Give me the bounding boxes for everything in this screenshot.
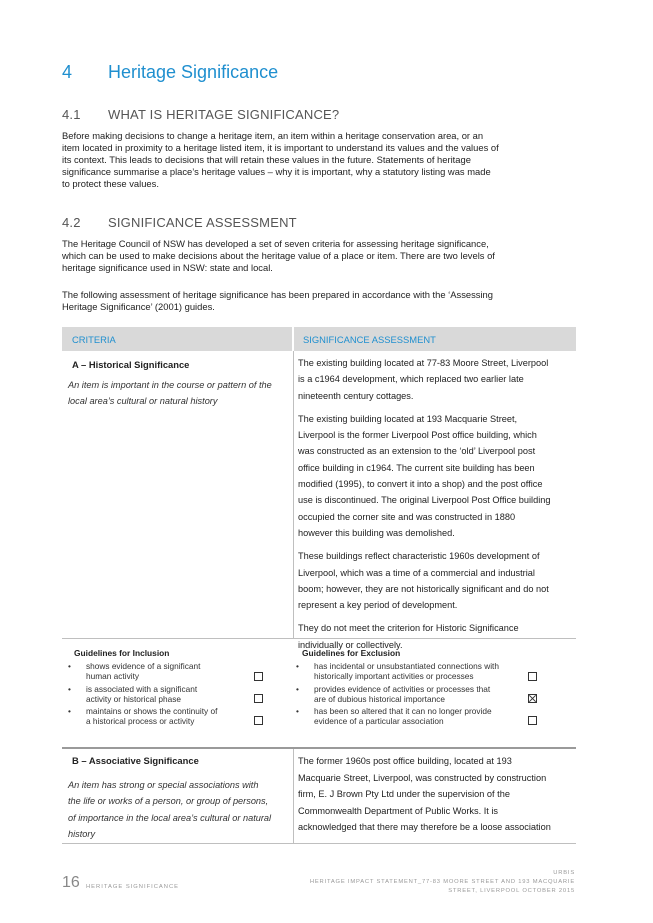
bullet: • <box>68 706 71 716</box>
line: human activity <box>86 671 140 681</box>
line: boom; however, they are not historically significant and do not <box>298 583 549 594</box>
section-number: 4.2 <box>62 215 81 230</box>
paragraph-line: its context. This leads to decisions that will retain these values in the future. Statements of heritage <box>62 154 471 165</box>
exclusion-item-text <box>314 684 490 704</box>
line: The existing building located at 77-83 Moore Street, Liverpool <box>298 358 549 368</box>
line: has been so altered that it can no longer provide <box>314 706 492 716</box>
line: a historical process or activity <box>86 716 195 726</box>
line: firm, E. J Brown Pty Ltd under the supervision of the <box>298 789 510 799</box>
line: shows evidence of a significant <box>86 661 201 671</box>
line: Commonwealth Department of Public Works. It is <box>298 805 498 816</box>
criterion-a-description <box>68 377 272 409</box>
exclusion-checkbox-checked[interactable] <box>528 694 537 703</box>
line: is a c1964 development, which replaced two earlier late <box>298 374 524 385</box>
chapter-title: Heritage Significance <box>108 62 279 82</box>
line: The former 1960s post office building, located at 193 <box>298 756 512 766</box>
description-line: local area’s cultural or natural history <box>68 396 218 406</box>
line: is associated with a significant <box>86 684 198 694</box>
column-divider <box>293 351 294 638</box>
inclusion-checkbox[interactable] <box>254 672 263 681</box>
footer-document-title: HERITAGE IMPACT STATEMENT_77-83 MOORE STREET AND 193 MACQUARIE <box>309 879 575 885</box>
line: historically important activities or processes <box>314 671 474 681</box>
criterion-a-assessment <box>298 355 573 660</box>
inclusion-item-text <box>86 706 217 726</box>
paragraph-line: significance summarise a place’s heritage values – why it is important, why a statutory listing was made <box>62 166 491 177</box>
inclusion-checkbox[interactable] <box>254 716 263 725</box>
header-significance-assessment: SIGNIFICANCE ASSESSMENT <box>303 334 436 345</box>
line: office building in c1964. The current site building has been <box>298 462 535 473</box>
line: Liverpool is the former Liverpool Post office building, which <box>298 430 537 441</box>
header-divider <box>292 327 294 351</box>
line: acknowledged that there may therefore be a loose association <box>298 822 551 832</box>
assessment-paragraph <box>298 411 573 541</box>
chapter-number: 4 <box>62 62 73 82</box>
section-title: SIGNIFICANCE ASSESSMENT <box>108 215 297 230</box>
exclusion-item-text <box>314 706 492 726</box>
footer-company: URBIS <box>553 870 575 876</box>
criterion-b-title: B – Associative Significance <box>72 755 199 766</box>
exclusion-item-text <box>314 661 499 681</box>
page-number: 16 <box>62 874 80 891</box>
header-criteria: CRITERIA <box>72 334 116 345</box>
bullet: • <box>296 706 299 716</box>
inclusion-checkbox[interactable] <box>254 694 263 703</box>
line: Macquarie Street, Liverpool, was constructed by construction <box>298 772 547 783</box>
inclusion-item-text <box>86 661 200 681</box>
exclusion-title: Guidelines for Exclusion <box>302 648 401 658</box>
line: however this building was demolished. <box>298 527 455 538</box>
exclusion-checkbox[interactable] <box>528 716 537 725</box>
paragraph-line: item located in proximity to a heritage listed item, it is important to understand its values and the values of <box>62 142 499 153</box>
line: use is discontinued. The original Liverpool Post Office building <box>298 495 551 506</box>
line: has incidental or unsubstantiated connections with <box>314 661 499 671</box>
line: These buildings reflect characteristic 1960s development of <box>298 551 540 562</box>
description-line: of importance in the local area’s cultural or natural <box>68 812 272 823</box>
line: provides evidence of activities or processes that <box>314 684 491 694</box>
section-4-2-paragraph <box>62 238 582 274</box>
paragraph-line: Heritage Significance’ (2001) guides. <box>62 301 215 312</box>
criterion-a-title: A – Historical Significance <box>72 359 190 370</box>
inclusion-item-text <box>86 684 197 704</box>
line: Liverpool, which was a time of a commercial and industrial <box>298 567 535 578</box>
line: maintains or shows the continuity of <box>86 706 218 716</box>
paragraph-line: which can be used to make decisions about the heritage value of a place or item. There are two levels of <box>62 250 495 261</box>
bullet: • <box>68 661 71 671</box>
paragraph-line: to protect these values. <box>62 178 159 189</box>
line: They do not meet the criterion for Historic Significance <box>298 623 519 634</box>
line: activity or historical phase <box>86 694 181 704</box>
section-title: WHAT IS HERITAGE SIGNIFICANCE? <box>108 107 340 122</box>
assessment-paragraph <box>298 355 573 404</box>
exclusion-checkbox[interactable] <box>528 672 537 681</box>
bullet: • <box>296 661 299 671</box>
criterion-b-description <box>68 777 271 842</box>
section-4-1-paragraph <box>62 130 582 190</box>
assessment-paragraph <box>298 548 573 613</box>
line: modified (1995), to convert it into a shop) and the post office <box>298 479 543 490</box>
line: The existing building located at 193 Macquarie Street, <box>298 413 518 424</box>
chapter-heading <box>62 62 278 83</box>
description-line: history <box>68 828 96 839</box>
inclusion-title: Guidelines for Inclusion <box>74 648 170 658</box>
column-divider <box>293 747 294 844</box>
row-divider <box>62 747 576 749</box>
description-line: An item is important in the course or pattern of the <box>68 380 272 390</box>
description-line: the life or works of a person, or group of persons, <box>68 796 269 807</box>
significance-table <box>62 327 576 844</box>
line: are of dubious historical importance <box>314 694 445 704</box>
paragraph-line: heritage significance used in NSW: state and local. <box>62 262 273 273</box>
criterion-b-assessment <box>298 753 573 836</box>
section-number: 4.1 <box>62 107 81 122</box>
bullet: • <box>296 684 299 694</box>
description-line: An item has strong or special associations with <box>68 780 259 790</box>
table-header-row <box>62 327 576 351</box>
footer-document-date: STREET, LIVERPOOL OCTOBER 2015 <box>448 888 575 894</box>
section-heading-4-2 <box>62 215 297 230</box>
paragraph-line: Before making decisions to change a heritage item, an item within a heritage conservation area, or an <box>62 130 484 141</box>
footer-section-name: HERITAGE SIGNIFICANCE <box>86 884 180 890</box>
line: occupied the corner site and was constructed in 1880 <box>298 511 516 522</box>
line: was constructed as an extension to the ‘old’ Liverpool post <box>298 446 536 457</box>
paragraph-line: The Heritage Council of NSW has developed a set of seven criteria for assessing heritage significance, <box>62 238 489 249</box>
paragraph-line: The following assessment of heritage significance has been prepared in accordance with the ‘Assessing <box>62 289 493 300</box>
bullet: • <box>68 684 71 694</box>
line: represent a key period of development. <box>298 600 458 611</box>
line: nineteenth century cottages. <box>298 390 414 401</box>
section-heading-4-1 <box>62 107 339 122</box>
row-divider <box>62 638 576 639</box>
line: evidence of a particular association <box>314 716 444 726</box>
line: individually or collectively. <box>298 639 403 650</box>
table-bottom-border <box>62 843 576 844</box>
section-4-2-paragraph-2 <box>62 289 582 313</box>
